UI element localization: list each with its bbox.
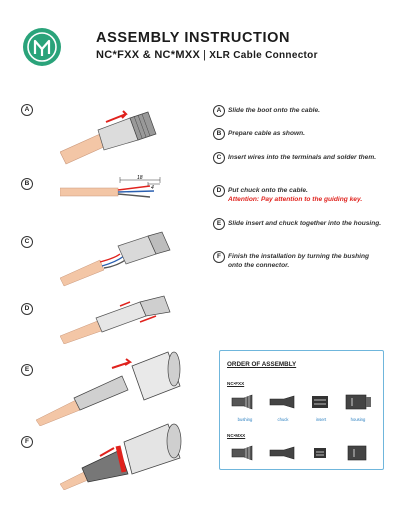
brand-logo-icon [22, 27, 62, 67]
step-d-marker: D [21, 303, 33, 315]
step-c-text-marker: C [213, 152, 225, 164]
step-c-illustration [60, 228, 180, 288]
page-title: ASSEMBLY INSTRUCTION [96, 30, 291, 46]
step-f-text: Finish the installation by turning the bushing onto the connector. [228, 253, 370, 269]
step-a-marker: A [21, 104, 33, 116]
group-mxx-label: NC•MXX [227, 433, 246, 438]
step-b-text-marker: B [213, 128, 225, 140]
product-name: XLR Cable Connector [209, 50, 318, 61]
step-d-text-marker: D [213, 185, 225, 197]
part-label-housing: housing [350, 417, 366, 422]
bushing-icon [230, 392, 260, 412]
insert-male-icon [306, 443, 336, 463]
step-f-marker: F [21, 436, 33, 448]
step-e-text-marker: E [213, 218, 225, 230]
chuck-icon [268, 392, 298, 412]
step-a-illustration [60, 100, 170, 170]
step-f-illustration [60, 414, 190, 490]
step-b-marker: B [21, 178, 33, 190]
group-fxx-label: NC•FXX [227, 381, 245, 386]
step-e-text: Slide insert and chuck together into the housing. [228, 220, 382, 227]
order-of-assembly-title: ORDER OF ASSEMBLY [227, 361, 297, 368]
insert-icon [306, 392, 336, 412]
step-d-text: Put chuck onto the cable. [228, 187, 308, 194]
housing-icon [342, 392, 374, 412]
chuck-male-icon [268, 443, 298, 463]
step-d-attention: Attention: Pay attention to the guiding key. [228, 196, 363, 203]
part-label-bushing: bushing [237, 417, 253, 422]
step-a-text: Slide the boot onto the cable. [228, 107, 320, 114]
step-d-illustration [60, 294, 180, 344]
step-b-illustration [60, 172, 170, 212]
part-label-insert: insert [315, 417, 327, 422]
step-c-text: Insert wires into the terminals and solder them. [228, 154, 377, 161]
housing-male-icon [342, 443, 374, 463]
step-c-marker: C [21, 236, 33, 248]
step-e-marker: E [21, 364, 33, 376]
page-subtitle [96, 49, 318, 61]
part-label-chuck: chuck [277, 417, 289, 422]
title-separator: | [203, 49, 207, 61]
step-f-text-marker: F [213, 251, 225, 263]
dimension-inner: 4 [151, 185, 154, 191]
step-a-text-marker: A [213, 105, 225, 117]
bushing-male-icon [230, 443, 260, 463]
step-b-text: Prepare cable as shown. [228, 130, 305, 137]
dimension-outer: 18 [137, 175, 143, 181]
model-numbers: NC*FXX & NC*MXX [96, 49, 201, 61]
